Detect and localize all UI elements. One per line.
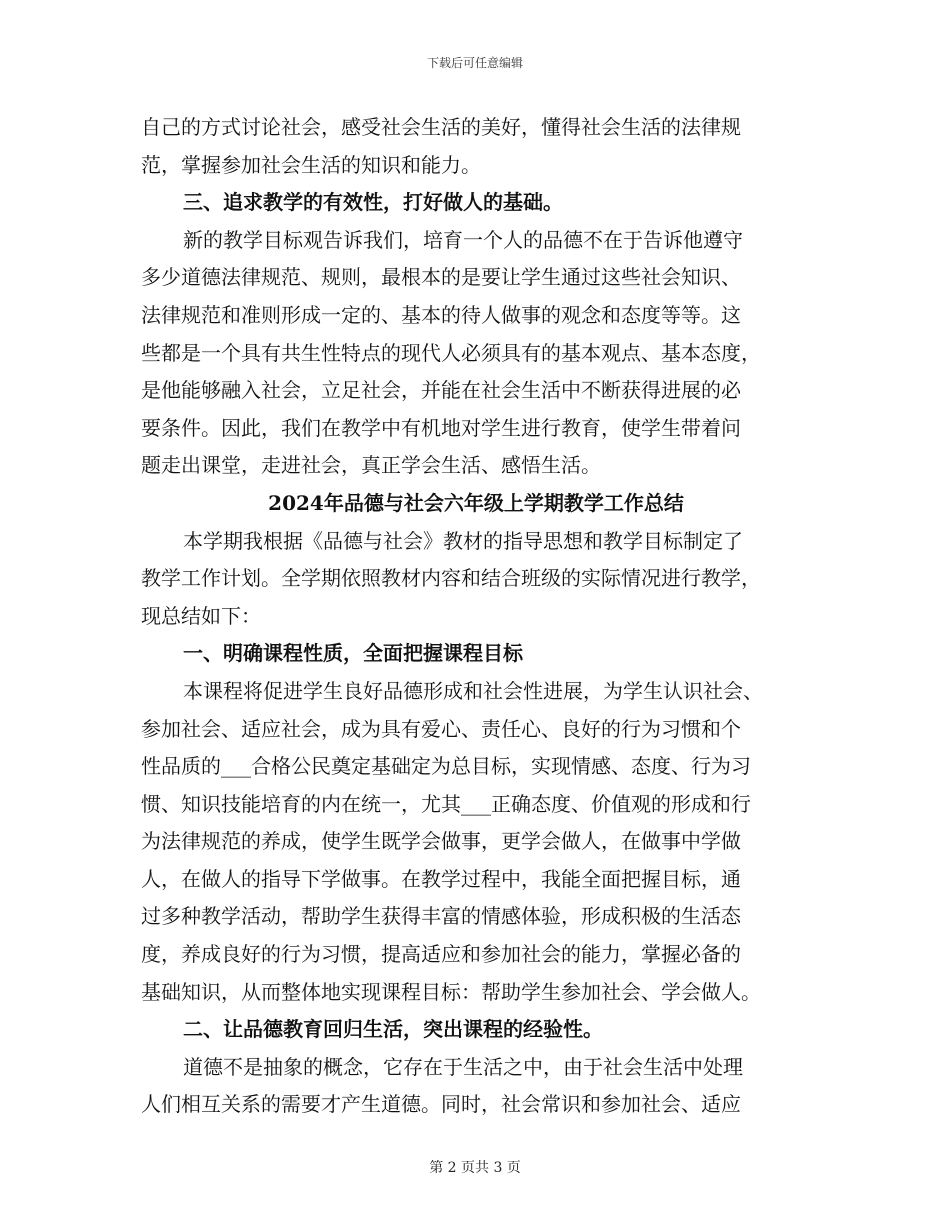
paragraph-line: 现总结如下： [141, 603, 261, 628]
paragraph-line: 人，在做人的指导下学做事。在教学过程中，我能全面把握目标，通 [141, 866, 741, 891]
paragraph-line: 是他能够融入社会，立足社会，并能在社会生活中不断获得进展的必 [141, 378, 741, 403]
paragraph-line: 要条件。因此，我们在教学中有机地对学生进行教育，使学生带着问 [141, 415, 741, 440]
section-heading: 三、追求教学的有效性，打好做人的基础。 [183, 190, 563, 215]
paragraph-line: 本学期我根据《品德与社会》教材的指导思想和教学目标制定了 [183, 528, 743, 553]
paragraph-line: 惯、知识技能培育的内在统一，尤其___正确态度、价值观的形成和行 [141, 791, 751, 816]
section-heading: 二、让品德教育回归生活，突出课程的经验性。 [183, 1017, 603, 1042]
paragraph-line: 新的教学目标观告诉我们，培育一个人的品德不在于告诉他遵守 [183, 227, 743, 252]
paragraph-line: 本课程将促进学生良好品德形成和社会性进展，为学生认识社会、 [183, 678, 763, 703]
paragraph-line: 法律规范和准则形成一定的、基本的待人做事的观念和态度等等。这 [141, 302, 741, 327]
paragraph-line: 度，养成良好的行为习惯，提高适应和参加社会的能力，掌握必备的 [141, 942, 741, 967]
paragraph-line: 题走出课堂，走进社会，真正学会生活、感悟生活。 [141, 453, 601, 478]
paragraph-line: 性品质的___合格公民奠定基础定为总目标，实现情感、态度、行为习 [141, 754, 751, 779]
page-header: 下载后可任意编辑 [426, 56, 523, 70]
paragraph-line: 多少道德法律规范、规则，最根本的是要让学生通过这些社会知识、 [141, 265, 741, 290]
paragraph-line: 些都是一个具有共生性特点的现代人必须具有的基本观点、基本态度， [141, 340, 761, 365]
paragraph-line: 人们相互关系的需要才产生道德。同时，社会常识和参加社会、适应 [141, 1092, 741, 1117]
section-heading: 一、明确课程性质，全面把握课程目标 [183, 641, 523, 666]
document-body [141, 109, 811, 1124]
paragraph-line: 为法律规范的养成，使学生既学会做事，更学会做人，在做事中学做 [141, 829, 741, 854]
paragraph-line: 过多种教学活动，帮助学生获得丰富的情感体验，形成积极的生活态 [141, 904, 741, 929]
document-title: 2024年品德与社会六年级上学期教学工作总结 [268, 490, 684, 515]
paragraph-line: 自己的方式讨论社会，感受社会生活的美好，懂得社会生活的法律规 [141, 115, 741, 139]
paragraph-line: 基础知识，从而整体地实现课程目标：帮助学生参加社会、学会做人。 [141, 979, 761, 1004]
paragraph-line: 道德不是抽象的概念，它存在于生活之中，由于社会生活中处理 [183, 1054, 743, 1079]
paragraph-line: 范，掌握参加社会生活的知识和能力。 [141, 152, 481, 177]
paragraph-line: 参加社会、适应社会，成为具有爱心、责任心、良好的行为习惯和个 [141, 716, 741, 741]
page-footer: 第 2 页共 3 页 [429, 1160, 521, 1176]
paragraph-line: 教学工作计划。全学期依照教材内容和结合班级的实际情况进行教学， [141, 566, 761, 591]
